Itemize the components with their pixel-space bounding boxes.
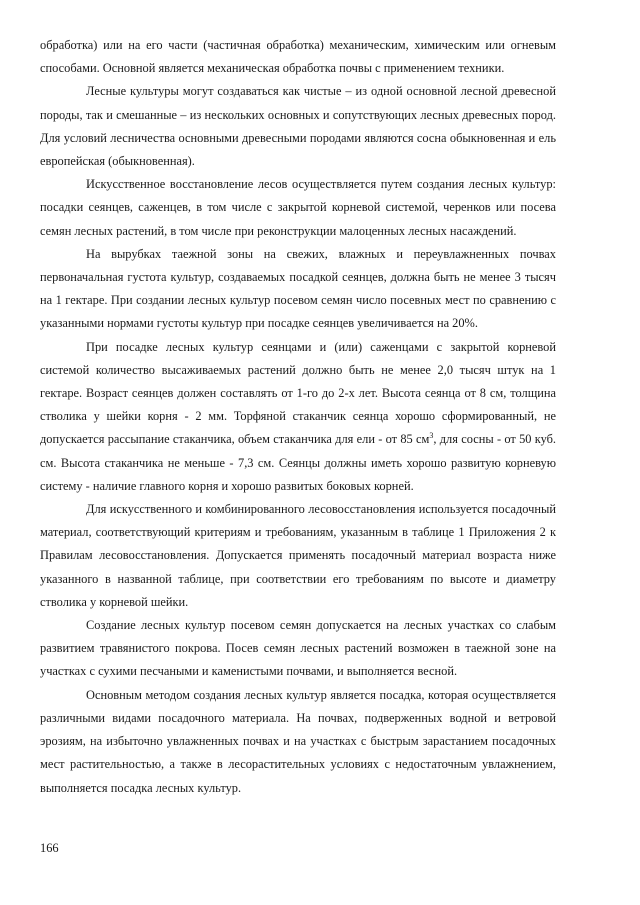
seedling-text-part-2: , для сосны - от 50 куб. см. Высота стаканчика не меньше - 7,3 см. Сеянцы должны иметь хорошо развитую корневую систему - наличие главного корня и хорошо развитых боковых корней.: [40, 432, 557, 493]
paragraph-artificial-restoration: Искусственное восстановление лесов осуществляется путем создания лесных культур: посадки сеянцев, саженцев, в том числе с закрытой корневой системой, черенков или посева семян лесных растений, в том числе при реконструкции малоценных лесных насаждений.: [40, 177, 556, 238]
paragraph-continuation: обработка) или на его части (частичная обработка) механическим, химическим или огневым способами. Основной является механическая обработка почвы с применением техники.: [40, 38, 556, 76]
page-number: 166: [40, 841, 59, 855]
paragraph-seed-sowing: Создание лесных культур посевом семян допускается на лесных участках со слабым развитием травянистого покрова. Посев семян лесных растений возможен в таежной зоне на участках с сухими песчаными и каменистыми почвами, и выполняется весной.: [40, 618, 556, 679]
paragraph-planting-material: Для искусственного и комбинированного лесовосстановления используется посадочный материал, соответствующий критериям и требованиям, указанным в таблице 1 Приложения 2 к Правилам лесовосстановления. Допускается применять посадочный материал возраста ниже указанного в названной таблице, при соответствии его требованиям по высоте и диаметру стволика у корневой шейки.: [40, 502, 556, 609]
paragraph-main-method: Основным методом создания лесных культур является посадка, которая осуществляется различными видами посадочного материала. На почвах, подверженных водной и ветровой эрозиям, на избыточно увлажненных почвах и на участках с быстрым зарастанием посадочных мест растительностью, а также в лесорастительных условиях с недостаточным увлажнением, выполняется посадка лесных культур.: [40, 687, 556, 795]
seedling-text-part-1: При посадке лесных культур сеянцами и (или) саженцами с закрытой корневой системой количество высаживаемых растений должно быть не менее 2,0 тысяч штук на 1 гектаре. Возраст сеянцев должен составлять от 1-го до 2-х лет. Высота сеянца от 8 см, толщина стволика у шейки корня - 2 мм. Торфяной стаканчик сеянца хорошо сформированный, не допускается рассыпание стаканчика, объем стаканчика для ели - от 85 см: [40, 339, 556, 447]
cubic-superscript: 3: [429, 431, 434, 441]
page-body: [40, 34, 556, 800]
paragraph-forest-crops-types: Лесные культуры могут создаваться как чистые – из одной основной лесной древесной породы, так и смешанные – из нескольких основных и сопутствующих лесных древесных пород. Для условий лесничества основными древесными породами являются сосна обыкновенная и ель европейская (обыкновенная).: [40, 84, 556, 169]
paragraph-planting-density: На вырубках таежной зоны на свежих, влажных и переувлажненных почвах первоначальная густота культур, создаваемых посадкой сеянцев, должна быть не менее 3 тысяч на 1 гектаре. При создании лесных культур посевом семян число посевных мест по сравнению с указанными нормами густоты культур при посадке сеянцев увеличивается на 20%.: [40, 246, 556, 331]
paragraph-seedlings-closed-roots: [40, 336, 556, 498]
